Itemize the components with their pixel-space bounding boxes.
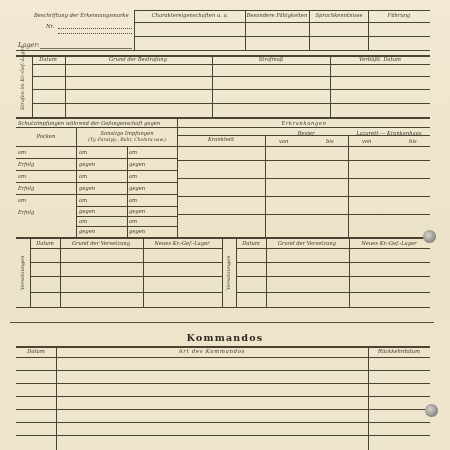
vers-col-rule xyxy=(236,237,237,307)
kommandos-row-rule xyxy=(16,435,430,436)
vers-left-datum: Datum xyxy=(36,241,54,247)
kommandos-art-header: Art des Kommandos xyxy=(178,349,246,355)
header-col-rule xyxy=(309,10,310,50)
strafen-row-rule xyxy=(32,76,430,77)
impf-inner-rule xyxy=(127,146,128,237)
strafen-side-label: Strafen im Kr.-Gef.-Lager xyxy=(20,46,26,110)
strafen-row-rule xyxy=(32,103,430,104)
erkr-row-rule xyxy=(177,214,430,215)
strafen-bottom-rule xyxy=(16,117,430,119)
header-col-rule xyxy=(368,10,369,50)
vers-col-rule xyxy=(60,237,61,307)
sonst-gegen-1b: gegen xyxy=(129,162,146,168)
vers-right-side-label: Versetzungen xyxy=(226,255,232,290)
kommandos-row-rule xyxy=(16,422,430,423)
erkr-row-rule xyxy=(177,160,430,161)
kommandos-rueckkehr-header: Rückkehrdatum xyxy=(377,349,421,355)
kommandos-row-rule xyxy=(16,383,430,384)
vers-left-grund: Grund der Versetzung xyxy=(71,241,131,247)
sonst-gegen-2: gegen xyxy=(79,186,96,192)
vers-right-neues: Neues Kr.-Gef.-Lager xyxy=(361,241,417,247)
strafen-header-rule xyxy=(32,64,430,65)
sonst-am-1b: am xyxy=(129,150,138,156)
faehigkeiten-header: Besondere Fähigkeiten xyxy=(246,13,308,19)
kommandos-row-rule xyxy=(16,409,430,410)
kommandos-datum-header: Datum xyxy=(27,349,45,355)
sonst-am-1: am xyxy=(79,150,88,156)
erkr-heading: Erkrankungen xyxy=(281,121,327,127)
vers-row-rule xyxy=(30,292,222,293)
pocken-am-3: am xyxy=(18,198,27,204)
strafen-col-rule xyxy=(330,55,331,117)
lazarett-von: von xyxy=(362,139,372,145)
erkr-row-rule xyxy=(177,178,430,179)
sonst-am-3b: am xyxy=(129,198,138,204)
lazarett-bis: bis xyxy=(409,139,417,145)
vers-right-datum: Datum xyxy=(242,241,260,247)
sonst-gegen-4: gegen xyxy=(79,229,96,235)
header-bottom-rule xyxy=(16,50,430,51)
pocken-erfolg-1: Erfolg xyxy=(18,162,35,168)
lager-field[interactable] xyxy=(40,48,132,49)
sonst-am-3: am xyxy=(79,198,88,204)
revier-bis: bis xyxy=(326,139,334,145)
vers-left-neues: Neues Kr.-Gef.-Lager xyxy=(154,241,210,247)
nr-label: Nr. xyxy=(46,24,55,30)
pocken-erfolg-2: Erfolg xyxy=(18,186,35,192)
strafen-col-rule xyxy=(65,55,66,117)
fuehrung-header: Führung xyxy=(387,13,411,19)
vers-right-grund: Grund der Versetzung xyxy=(277,241,337,247)
sprachkenntnisse-header: Sprachkenntnisse xyxy=(315,13,363,19)
strafen-row-rule xyxy=(32,89,430,90)
vers-col-rule xyxy=(30,237,31,307)
vers-col-rule xyxy=(266,237,267,307)
sonst-am-4b: am xyxy=(129,219,138,225)
erkr-col-rule xyxy=(348,135,349,237)
impf-heading: Schutzimpfungen während der Gefangenschaft gegen xyxy=(18,121,161,127)
pocken-erfolg-3: Erfolg xyxy=(18,210,35,216)
sonst-am-4: am xyxy=(79,219,88,225)
pocken-am-2: am xyxy=(18,174,27,180)
vers-row-rule xyxy=(30,262,222,263)
vers-row-rule xyxy=(236,262,430,263)
kommandos-row-rule xyxy=(16,370,430,371)
strafen-col-rule xyxy=(32,55,33,117)
pocken-am-1: am xyxy=(18,150,27,156)
header-sub-rule xyxy=(134,22,430,23)
impf-header-rule xyxy=(16,146,430,147)
strafen-datum-header: Datum xyxy=(39,57,57,63)
pocken-header: Pocken xyxy=(36,134,56,140)
vers-left-side-label: Versetzungen xyxy=(20,255,26,290)
punch-hole xyxy=(425,404,438,417)
strafen-grund-header: Grund der Bestrafung xyxy=(109,57,167,63)
revier-header: Revier xyxy=(297,131,315,137)
fold-line xyxy=(10,322,434,323)
sonst-am-2: am xyxy=(79,174,88,180)
impf-row-rule xyxy=(16,158,177,159)
vers-row-rule xyxy=(236,292,430,293)
kommandos-title: Kommandos xyxy=(186,333,264,344)
beschriftung-label: Beschriftung der Erkennungsmarke xyxy=(34,13,129,19)
erkr-col-rule xyxy=(265,135,266,237)
vers-col-rule xyxy=(349,237,350,307)
strafen-verbuesst-header: Verbüßt. Datum xyxy=(359,57,401,63)
lazarett-header: Lazarett — Krankenhaus xyxy=(356,131,422,137)
impf-row-rule xyxy=(76,206,177,207)
sonst-gegen-4b: gegen xyxy=(129,229,146,235)
vers-col-rule xyxy=(222,237,223,307)
erkr-row-rule xyxy=(177,196,430,197)
punch-hole xyxy=(423,230,436,243)
impf-row-rule xyxy=(16,194,177,195)
lager-label: Lager: xyxy=(18,41,40,49)
vers-left-header-rule xyxy=(30,248,222,249)
sonst-am-2b: am xyxy=(129,174,138,180)
impf-top-rule xyxy=(16,127,430,128)
nr-field-line xyxy=(58,29,132,34)
impf-row-rule xyxy=(16,170,177,171)
impf-bottom-rule xyxy=(16,237,430,239)
kommandos-row-rule xyxy=(16,396,430,397)
header-col-rule xyxy=(134,10,135,50)
charakter-header: Charaktereigenschaften u. a. xyxy=(151,13,229,19)
impf-row-rule xyxy=(76,226,177,227)
strafen-col-rule xyxy=(212,55,213,117)
impf-row-rule xyxy=(76,216,177,217)
sonst-gegen-3: gegen xyxy=(79,209,96,215)
sonst-gegen-2b: gegen xyxy=(129,186,146,192)
vers-col-rule xyxy=(143,237,144,307)
krankheit-header: Krankheit xyxy=(207,137,235,143)
header-mid-rule xyxy=(134,36,430,37)
sonst-gegen-3b: gegen xyxy=(129,209,146,215)
revier-von: von xyxy=(279,139,289,145)
vers-row-rule xyxy=(236,276,430,277)
impf-row-rule xyxy=(16,182,177,183)
vers-row-rule xyxy=(30,276,222,277)
sonstige-header: Sonstige Impfungen xyxy=(100,131,154,137)
vers-bottom-rule xyxy=(16,307,430,308)
strafen-strafmass-header: Strafmaß xyxy=(258,57,284,63)
header-top-rule xyxy=(134,10,430,11)
sonst-gegen-1: gegen xyxy=(79,162,96,168)
sonstige-sub-header: (Ty.-Paratyp., Ruhr, Cholera usw.) xyxy=(88,138,166,143)
